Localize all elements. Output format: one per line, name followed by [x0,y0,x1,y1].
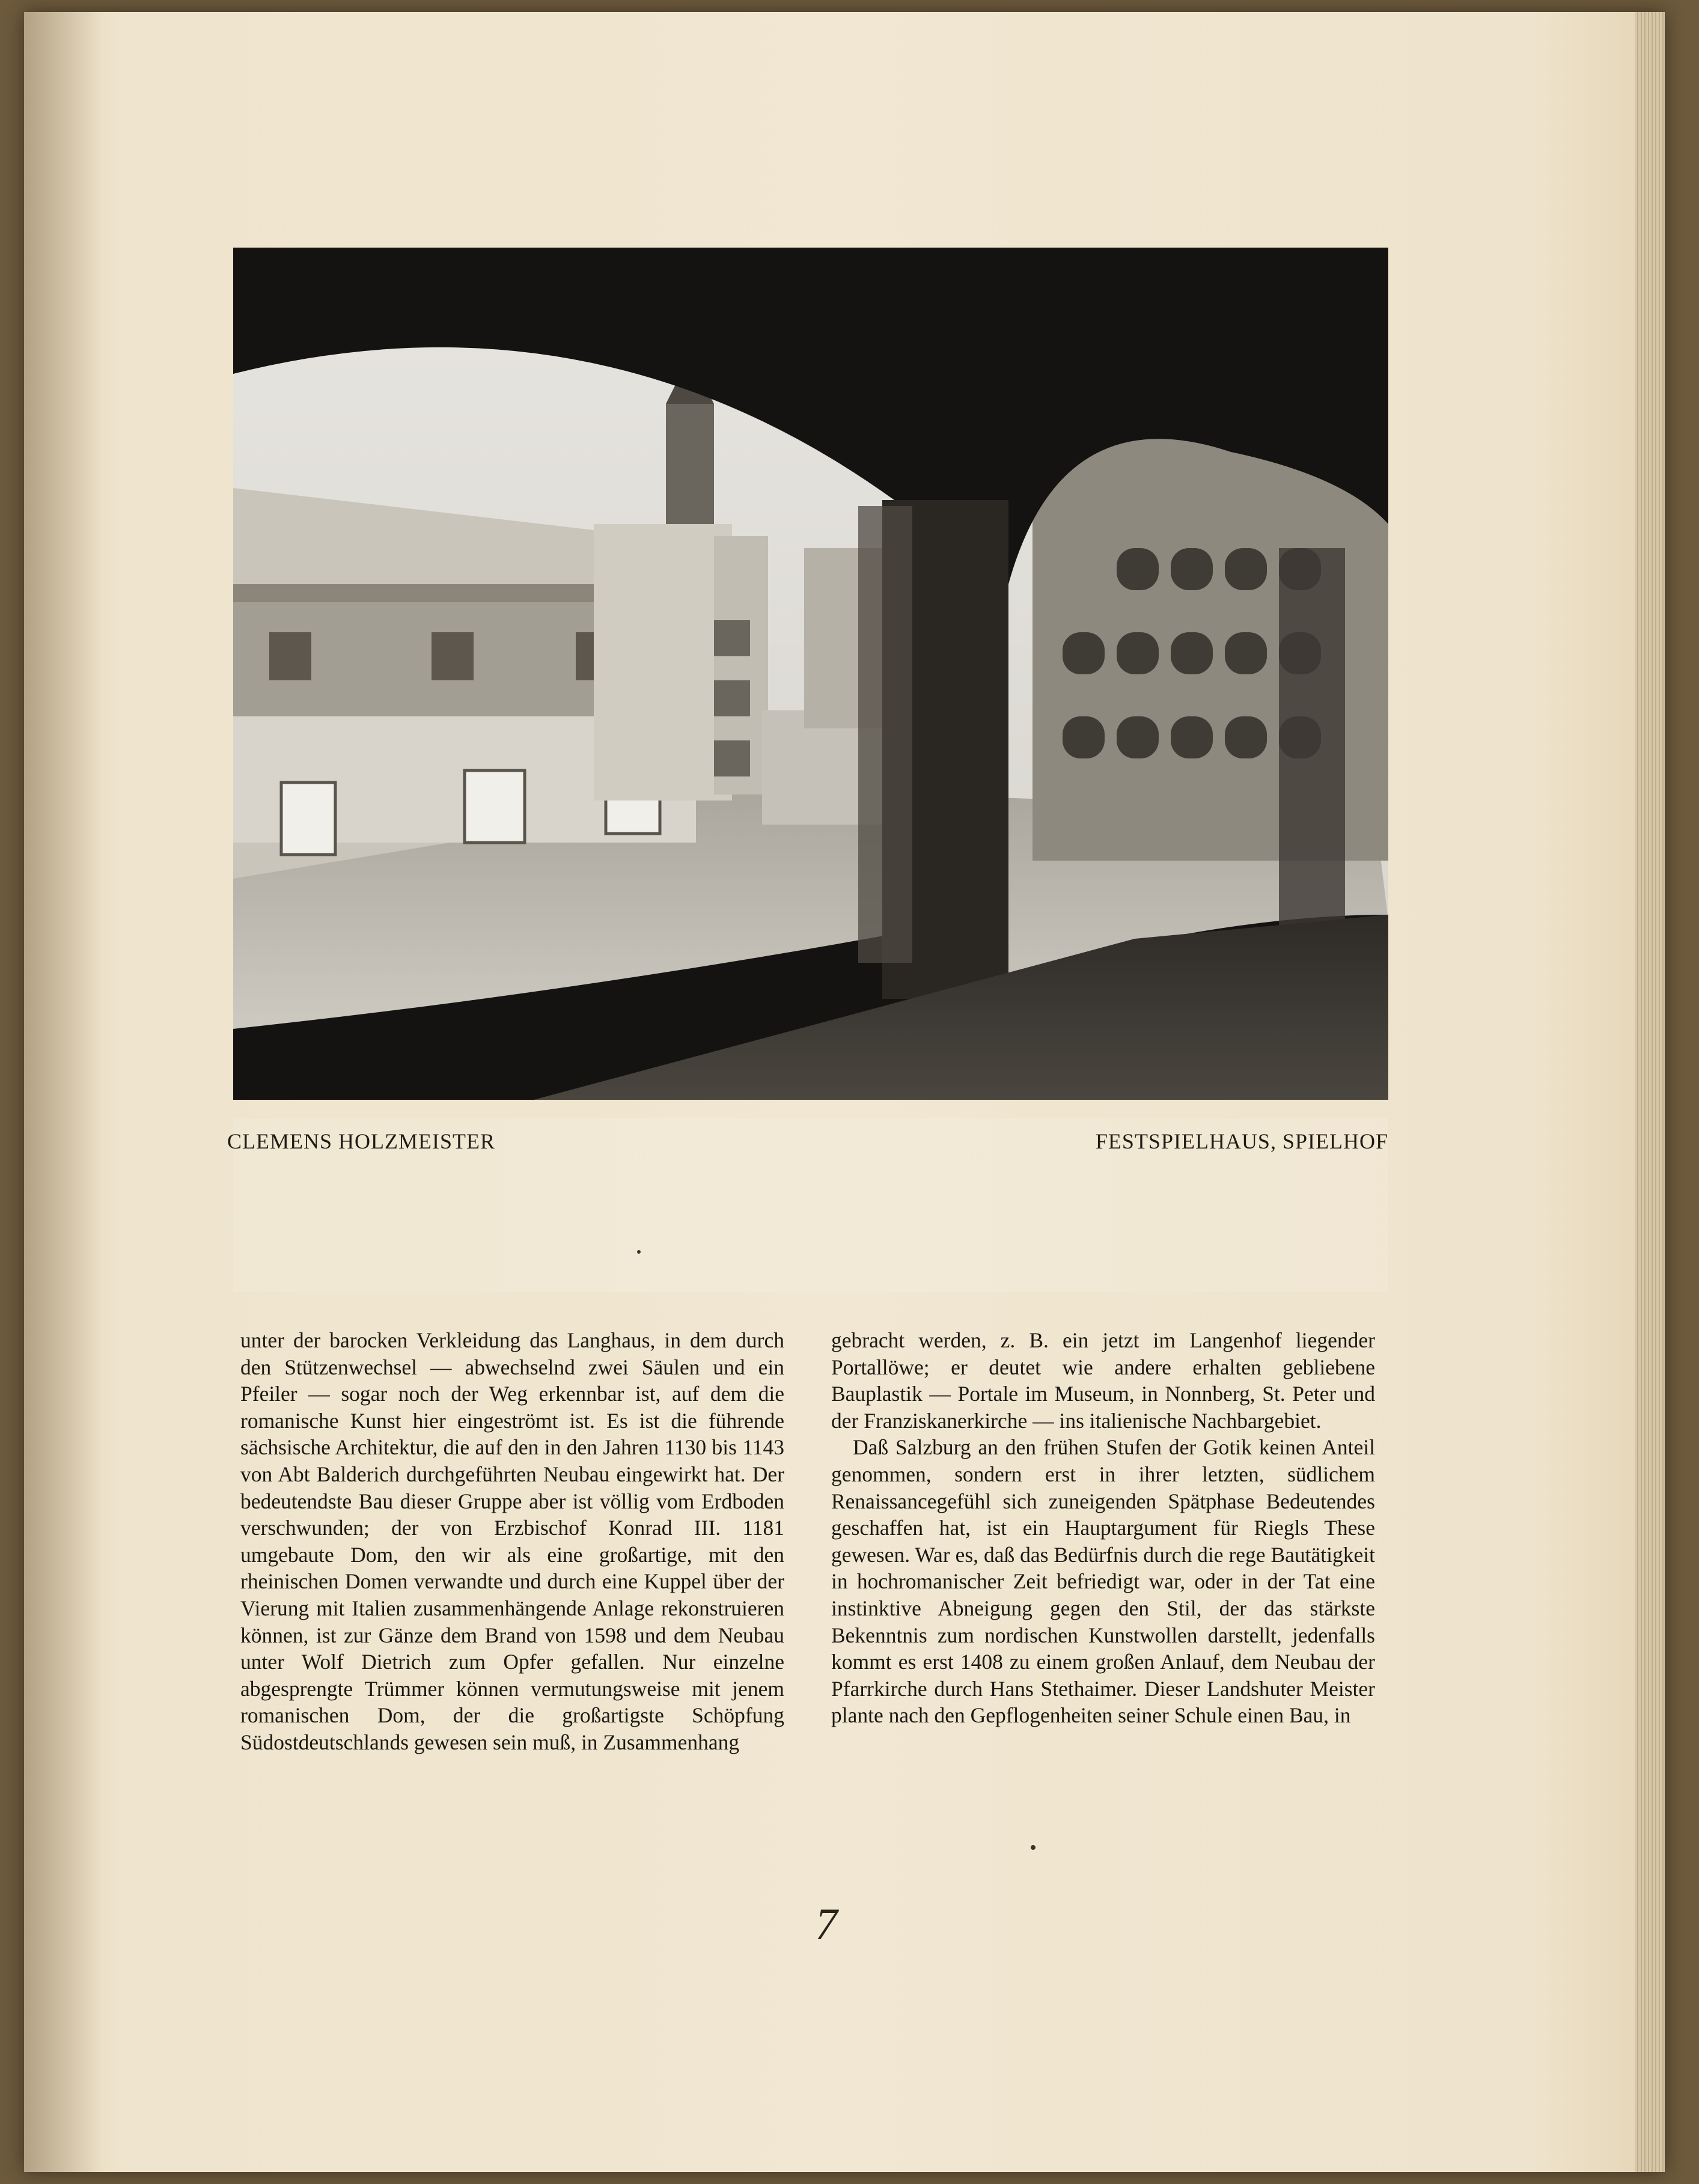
paragraph: Daß Salzburg an den frühen Stufen der Gotik keinen Anteil genommen, sondern erst in ihrer letzten, südlichem Renaissancegefühl sich zuneigenden Spätphase Bedeutendes geschaffen hat, ist ein Hauptargument für Riegls These gewesen. War es, daß das Bedürfnis durch die rege Bautätigkeit in hochromanischer Zeit befriedigt war, oder in der Tat eine instinktive Abneigung gegen den Stil, der das stärkste Bekenntnis zum nordischen Kunstwollen darstellt, jedenfalls kommt es erst 1408 zu einem großen Anlauf, dem Neubau der Pfarrkirche durch Hans Stethaimer. Dieser Landshuter Meister plante nach den Gepflogenheiten seiner Schule einen Bau, in [831,1435,1375,1728]
page-gutter-shadow [24,12,102,2172]
photo-caption-author: CLEMENS HOLZMEISTER [227,1129,495,1153]
photograph-festspielhaus-spielhof [233,248,1388,1100]
page-number: 7 [815,1900,838,1949]
paragraph: unter der barocken Verkleidung das Langhaus, in dem durch den Stützenwechsel — abwechselnd zwei Säulen und ein Pfeiler — sogar noch der Weg erkennbar ist, auf dem die romanische Kunst hier eingeströmt ist. Es ist die führende sächsische Architektur, die auf den in den Jahren 1130 bis 1143 von Abt Balderich durchgeführten Neubau eingewirkt hat. Der bedeutendste Bau dieser Gruppe aber ist völlig vom Erdboden verschwunden; der von Erzbischof Konrad III. 1181 umgebaute Dom, den wir als eine großartige, mit den rheinischen Domen verwandte und durch eine Kuppel über der Vierung mit Italien zusammenhängende Anlage rekonstruieren können, ist zur Gänze dem Brand von 1598 und dem Neubau unter Wolf Dietrich zum Opfer gefallen. Nur einzelne abgesprengte Trümmer können vermutungsweise mit jenem romanischen Dom, der die großartigste Schöpfung Südostdeutschlands gewesen sein muß, in Zusammenhang [240,1328,784,1754]
photo-illustration [233,248,1388,1100]
photo-caption-title: FESTSPIELHAUS, SPIELHOF [1095,1129,1388,1153]
paper-speck [637,1250,641,1254]
text-column-left [240,1327,784,1756]
book-page [24,12,1665,2172]
paper-speck [1031,1845,1036,1850]
paragraph: gebracht werden, z. B. ein jetzt im Langenhof liegender Portallöwe; er deutet wie andere erhalten gebliebene Bauplastik — Portale im Museum, in Nonnberg, St. Peter und der Franziskanerkirche — ins italienische Nachbargebiet. [831,1328,1375,1433]
text-column-right [831,1327,1375,1729]
page-edges [1635,12,1665,2172]
